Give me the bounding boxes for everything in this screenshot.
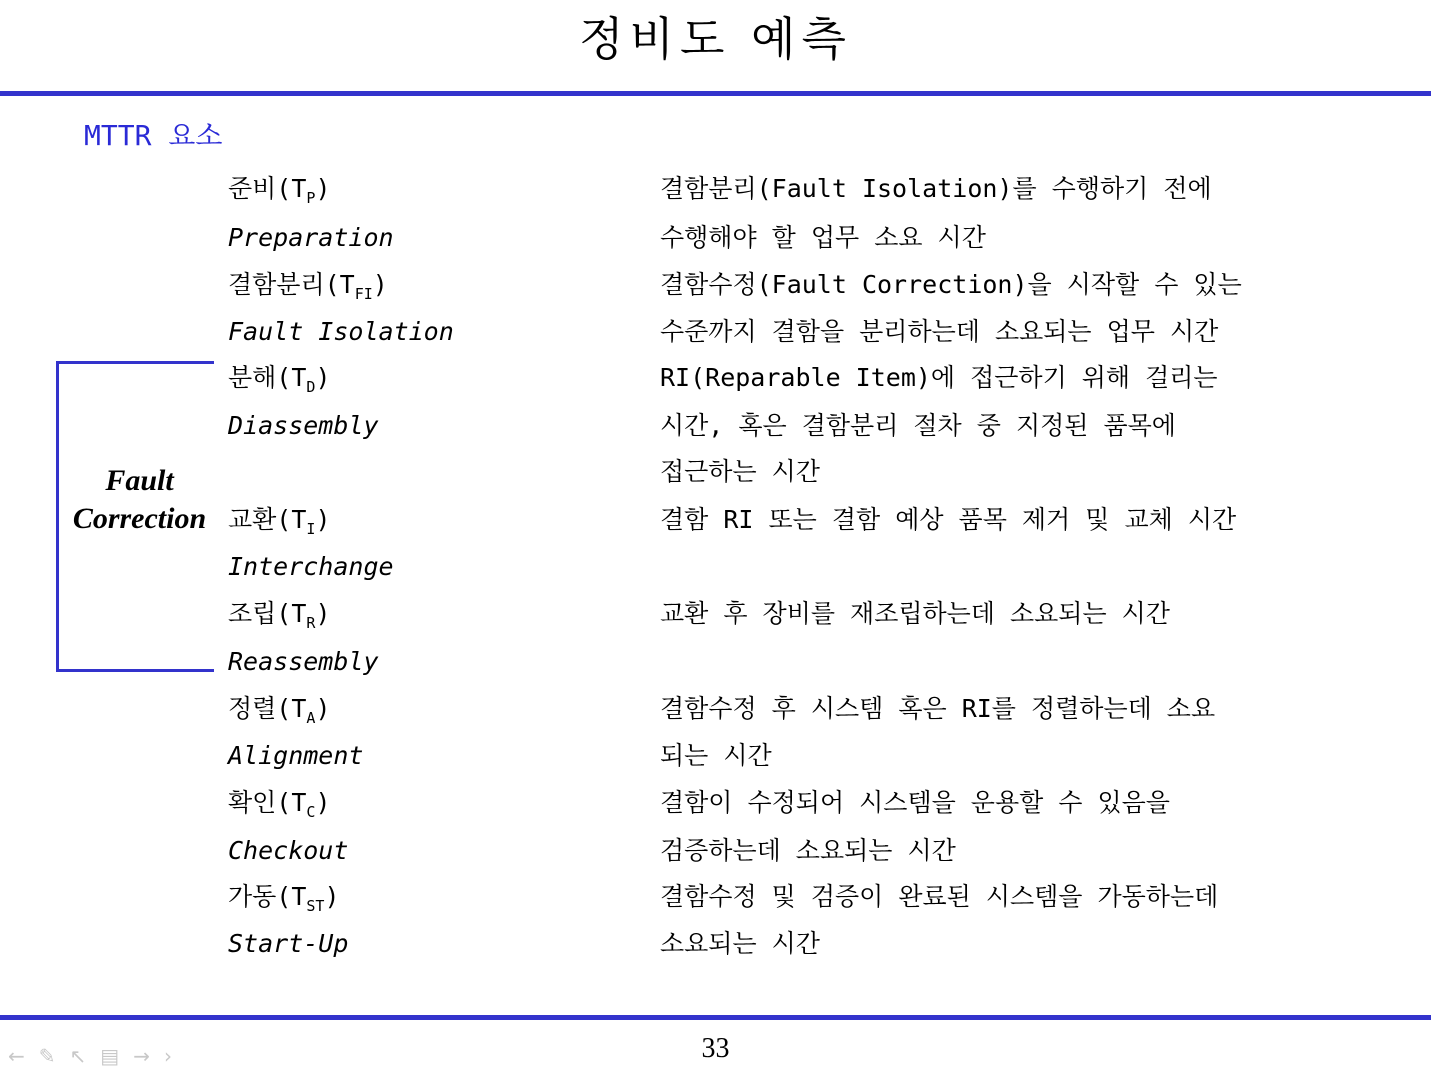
term-checkout: 확인$(T_C)$: [228, 788, 331, 821]
top-divider: [0, 91, 1431, 96]
term-interchange: 교환$(T_I)$: [228, 505, 331, 538]
term-disassembly: 분해$(T_D)$: [228, 363, 331, 396]
desc-checkout-line1: 결함이 수정되어 시스템을 운용할 수 있음을: [660, 788, 1170, 817]
desc-start-up-line2: 소요되는 시간: [660, 929, 820, 958]
english-start-up: Start-Up: [228, 929, 349, 958]
desc-reassembly-line1: 교환 후 장비를 재조립하는데 소요되는 시간: [660, 599, 1170, 628]
term-fault-isolation: 결함분리$(T_{FI})$: [228, 270, 388, 303]
term-preparation: 준비$(T_P)$: [228, 174, 331, 207]
desc-interchange-line1: 결함 RI 또는 결함 예상 품목 제거 및 교체 시간: [660, 505, 1237, 534]
arrow-left-icon[interactable]: ←: [8, 1044, 25, 1068]
desc-fault-isolation-line2: 수준까지 결함을 분리하는데 소요되는 업무 시간: [660, 317, 1219, 346]
english-alignment: Alignment: [228, 741, 364, 770]
english-interchange: Interchange: [228, 552, 394, 581]
term-alignment: 정렬$(T_A)$: [228, 694, 331, 727]
desc-checkout-line2: 검증하는데 소요되는 시간: [660, 836, 956, 865]
slide-navigation: [8, 1044, 172, 1068]
term-reassembly: 조립$(T_R)$: [228, 599, 331, 632]
desc-preparation-line2: 수행해야 할 업무 소요 시간: [660, 223, 986, 252]
desc-alignment-line1: 결함수정 후 시스템 혹은 RI를 정렬하는데 소요: [660, 694, 1216, 723]
fault-correction-label: Fault Correction: [62, 462, 217, 538]
desc-start-up-line1: 결함수정 및 검증이 완료된 시스템을 가동하는데: [660, 882, 1219, 911]
desc-disassembly-line3: 접근하는 시간: [660, 457, 820, 486]
pen-icon[interactable]: ✎: [38, 1044, 56, 1068]
english-disassembly: Diassembly: [228, 411, 379, 440]
desc-disassembly-line1: RI(Reparable Item)에 접근하기 위해 걸리는: [660, 363, 1218, 392]
desc-preparation-line1: 결함분리(Fault Isolation)를 수행하기 전에: [660, 174, 1212, 203]
arrow-right-icon[interactable]: →: [133, 1044, 150, 1068]
section-heading: MTTR 요소: [84, 119, 223, 152]
english-checkout: Checkout: [228, 836, 349, 865]
chevron-right-icon[interactable]: ›: [163, 1044, 172, 1068]
bottom-divider: [0, 1015, 1431, 1020]
english-preparation: Preparation: [228, 223, 394, 252]
pointer-icon[interactable]: ↖: [69, 1044, 87, 1068]
term-start-up: 가동$(T_{ST})$: [228, 882, 340, 915]
page-number: 33: [701, 1033, 730, 1064]
desc-disassembly-line2: 시간, 혹은 결함분리 절차 중 지정된 품목에: [660, 411, 1176, 440]
slide-title: 정비도 예측: [579, 12, 852, 66]
english-reassembly: Reassembly: [228, 647, 379, 676]
notes-icon[interactable]: ▤: [100, 1044, 120, 1068]
desc-alignment-line2: 되는 시간: [660, 741, 772, 770]
desc-fault-isolation-line1: 결함수정(Fault Correction)을 시작할 수 있는: [660, 270, 1242, 299]
english-fault-isolation: Fault Isolation: [228, 317, 454, 346]
